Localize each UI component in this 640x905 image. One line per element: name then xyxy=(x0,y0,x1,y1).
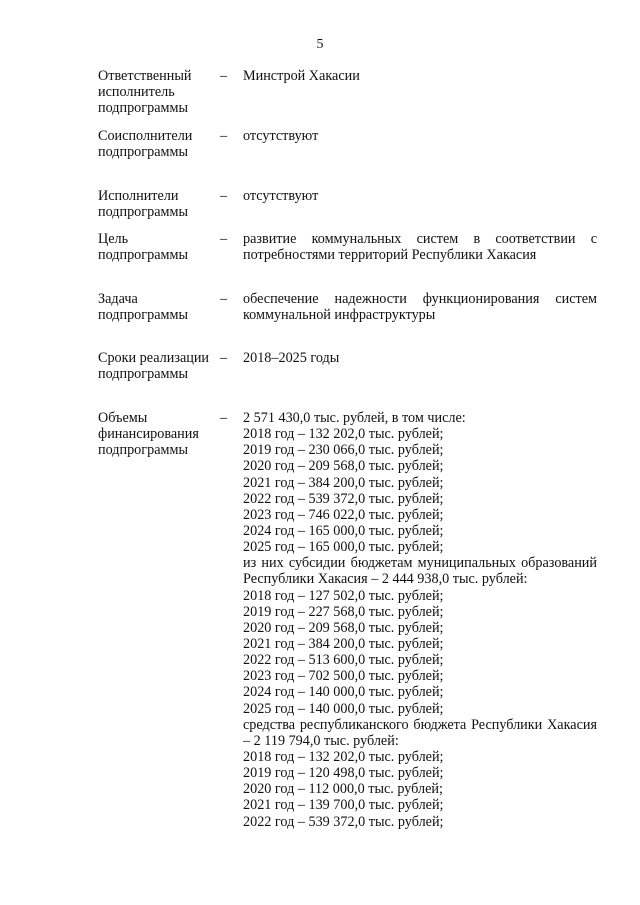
row-label: Исполнители подпрограммы xyxy=(98,188,188,221)
republic-budget-year: 2019 год – 120 498,0 тыс. рублей; xyxy=(243,765,444,782)
row-dash: – xyxy=(220,188,228,204)
subsidies-heading: из них субсидии бюджетам муниципальных образований xyxy=(243,555,597,572)
row-label: Сроки реализации подпрограммы xyxy=(98,350,210,383)
subsidies-year: 2023 год – 702 500,0 тыс. рублей; xyxy=(243,668,444,685)
row-label: Цель подпрограммы xyxy=(98,231,188,264)
financing-lines xyxy=(243,410,597,830)
republic-budget-heading: средства республиканского бюджета Республики Хакасия xyxy=(243,716,597,733)
row-dash: – xyxy=(220,291,228,307)
row-value: Минстрой Хакасии xyxy=(243,68,360,84)
subsidies-year: 2020 год – 209 568,0 тыс. рублей; xyxy=(243,619,444,636)
row-dash: – xyxy=(220,350,228,366)
row-label: Ответственный исполнитель подпрограммы xyxy=(98,68,192,117)
row-value: отсутствуют xyxy=(243,128,319,144)
financing-total-year: 2019 год – 230 066,0 тыс. рублей; xyxy=(243,442,444,459)
page-number: 5 xyxy=(316,37,324,52)
row-dash: – xyxy=(220,410,228,426)
row-label: Объемы финансирования подпрограммы xyxy=(98,410,199,459)
financing-total-year: 2021 год – 384 200,0 тыс. рублей; xyxy=(243,474,444,491)
row-value: обеспечение надежности функционирования систем коммунальной инфраструктуры xyxy=(243,291,597,324)
subsidies-year: 2024 год – 140 000,0 тыс. рублей; xyxy=(243,684,444,701)
financing-total-year: 2020 год – 209 568,0 тыс. рублей; xyxy=(243,458,444,475)
republic-budget-year: 2018 год – 132 202,0 тыс. рублей; xyxy=(243,748,444,765)
financing-total-year: 2025 год – 165 000,0 тыс. рублей; xyxy=(243,539,444,556)
subsidies-year: 2021 год – 384 200,0 тыс. рублей; xyxy=(243,635,444,652)
row-label: Соисполнители подпрограммы xyxy=(98,128,193,161)
subsidies-year: 2019 год – 227 568,0 тыс. рублей; xyxy=(243,603,444,620)
financing-total: 2 571 430,0 тыс. рублей, в том числе: xyxy=(243,410,466,426)
financing-total-year: 2024 год – 165 000,0 тыс. рублей; xyxy=(243,522,444,539)
row-dash: – xyxy=(220,231,228,247)
row-value: отсутствуют xyxy=(243,188,319,204)
row-label: Задача подпрограммы xyxy=(98,291,188,324)
financing-total-year: 2018 год – 132 202,0 тыс. рублей; xyxy=(243,426,444,443)
republic-budget-year: 2020 год – 112 000,0 тыс. рублей; xyxy=(243,781,443,798)
republic-budget-year: 2022 год – 539 372,0 тыс. рублей; xyxy=(243,813,444,830)
row-value: развитие коммунальных систем в соответствии с потребностями территорий Республики Хакасия xyxy=(243,231,597,264)
republic-budget-heading: – 2 119 794,0 тыс. рублей: xyxy=(243,732,399,749)
row-value: 2018–2025 годы xyxy=(243,350,340,366)
financing-total-year: 2023 год – 746 022,0 тыс. рублей; xyxy=(243,506,444,523)
subsidies-year: 2025 год – 140 000,0 тыс. рублей; xyxy=(243,700,444,717)
republic-budget-year: 2021 год – 139 700,0 тыс. рублей; xyxy=(243,797,444,814)
subsidies-heading: Республики Хакасия – 2 444 938,0 тыс. рублей: xyxy=(243,571,528,588)
subsidies-year: 2022 год – 513 600,0 тыс. рублей; xyxy=(243,652,444,669)
row-dash: – xyxy=(220,128,228,144)
row-dash: – xyxy=(220,68,228,84)
financing-total-year: 2022 год – 539 372,0 тыс. рублей; xyxy=(243,490,444,507)
subsidies-year: 2018 год – 127 502,0 тыс. рублей; xyxy=(243,587,444,604)
